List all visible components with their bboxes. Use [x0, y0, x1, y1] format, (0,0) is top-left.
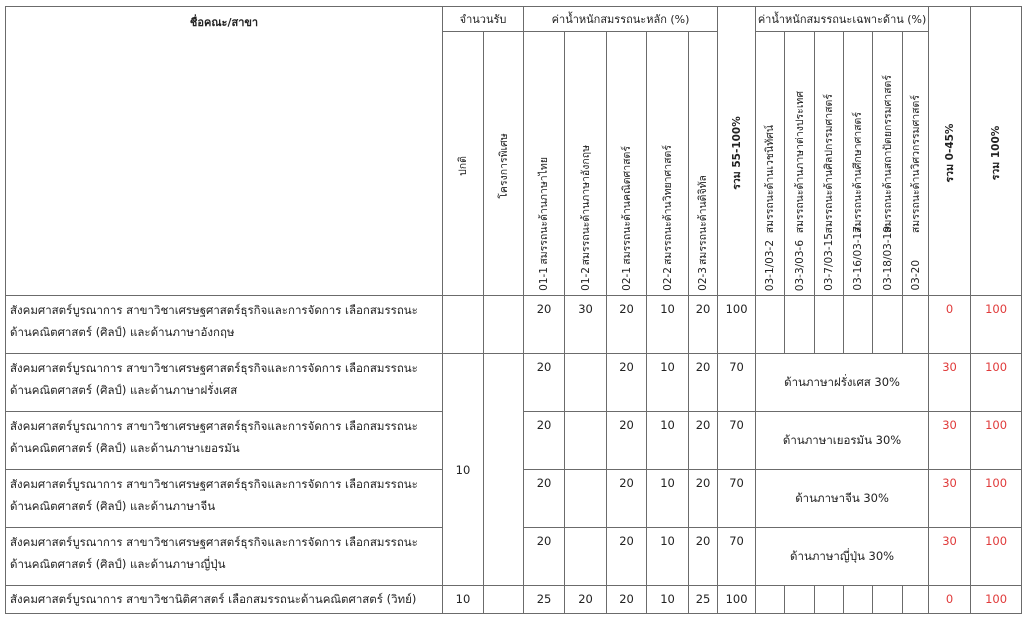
- core-science-cell: 10: [647, 528, 689, 586]
- specific-cell: [785, 296, 815, 354]
- core-math-cell: 20: [607, 354, 647, 412]
- table-row: [6, 296, 1022, 354]
- specific-col-engineering: สมรรถนะด้านวิศวกรรมศาสตร์ 03-20: [903, 32, 929, 296]
- core-thai-cell: 25: [524, 586, 565, 614]
- quota-regular-cell: 10: [443, 586, 484, 614]
- core-col-english: สมรรถนะด้านภาษาอังกฤษ 01-2: [565, 32, 607, 296]
- specific-cell: [815, 296, 844, 354]
- specific-col-fine-arts: สมรรถนะด้านศิลปกรรมศาสตร์ 03-7/03-15: [815, 32, 844, 296]
- core-science-cell: 10: [647, 586, 689, 614]
- quota-special-cell: [484, 296, 524, 354]
- specific-col-architecture: สมรรถนะด้านสถาปัตยกรรมศาสตร์ 03-18/03-19: [873, 32, 903, 296]
- core-science-cell: 10: [647, 470, 689, 528]
- specific-cell: [756, 296, 785, 354]
- core-math-cell: 20: [607, 586, 647, 614]
- competency-weight-table: [5, 6, 1022, 614]
- core-digital-cell: 20: [689, 354, 718, 412]
- specific-total-cell: 30: [929, 412, 971, 470]
- core-english-cell: 20: [565, 586, 607, 614]
- specific-cell: [873, 586, 903, 614]
- specific-cell: [844, 586, 873, 614]
- core-total-cell: 100: [718, 586, 756, 614]
- program-name: สังคมศาสตร์บูรณาการ สาขาวิชาเศรษฐศาสตร์ธุรกิจและการจัดการ เลือกสมรรถนะด้านคณิตศาสตร์ (ศิลป์) และด้านภาษาเยอรมัน: [6, 412, 443, 470]
- core-science-cell: 10: [647, 354, 689, 412]
- quota-regular-merged-cell: 10: [443, 354, 484, 586]
- core-weight-header: ค่าน้ำหนักสมรรถนะหลัก (%): [524, 7, 718, 32]
- program-name: สังคมศาสตร์บูรณาการ สาขาวิชาเศรษฐศาสตร์ธุรกิจและการจัดการ เลือกสมรรถนะด้านคณิตศาสตร์ (ศิลป์) และด้านภาษาจีน: [6, 470, 443, 528]
- core-thai-cell: 20: [524, 412, 565, 470]
- grand-total-cell: 100: [971, 412, 1022, 470]
- program-name: สังคมศาสตร์บูรณาการ สาขาวิชาเศรษฐศาสตร์ธุรกิจและการจัดการ เลือกสมรรถนะด้านคณิตศาสตร์ (ศิลป์) และด้านภาษาอังกฤษ: [6, 296, 443, 354]
- specific-col-foreign-language: สมรรถนะด้านภาษาต่างประเทศ 03-3/03-6: [785, 32, 815, 296]
- grand-total-cell: 100: [971, 296, 1022, 354]
- specific-merged-cell: ด้านภาษาจีน 30%: [756, 470, 929, 528]
- faculty-header: ชื่อคณะ/สาขา: [6, 7, 443, 296]
- table-row: [6, 586, 1022, 614]
- core-thai-cell: 20: [524, 354, 565, 412]
- core-total-cell: 70: [718, 354, 756, 412]
- core-digital-cell: 20: [689, 296, 718, 354]
- quota-special-merged-cell: [484, 354, 524, 586]
- core-science-cell: 10: [647, 296, 689, 354]
- core-col-science: สมรรถนะด้านวิทยาศาสตร์ 02-2: [647, 32, 689, 296]
- core-digital-cell: 20: [689, 412, 718, 470]
- specific-cell: [903, 586, 929, 614]
- program-name: สังคมศาสตร์บูรณาการ สาขาวิชาเศรษฐศาสตร์ธุรกิจและการจัดการ เลือกสมรรถนะด้านคณิตศาสตร์ (ศิลป์) และด้านภาษาญี่ปุ่น: [6, 528, 443, 586]
- specific-cell: [844, 296, 873, 354]
- quota-regular-header: ปกติ: [443, 32, 484, 296]
- core-english-cell: [565, 470, 607, 528]
- core-english-cell: [565, 354, 607, 412]
- core-thai-cell: 20: [524, 470, 565, 528]
- specific-cell: [815, 586, 844, 614]
- core-math-cell: 20: [607, 470, 647, 528]
- specific-weight-header: ค่าน้ำหนักสมรรถนะเฉพาะด้าน (%): [756, 7, 929, 32]
- core-thai-cell: 20: [524, 296, 565, 354]
- core-col-thai: สมรรถนะด้านภาษาไทย 01-1: [524, 32, 565, 296]
- specific-merged-cell: ด้านภาษาญี่ปุ่น 30%: [756, 528, 929, 586]
- specific-total-cell: 30: [929, 470, 971, 528]
- core-col-digital: สมรรถนะด้านดิจิทัล 02-3: [689, 32, 718, 296]
- grand-total-cell: 100: [971, 528, 1022, 586]
- specific-cell: [873, 296, 903, 354]
- specific-total-cell: 0: [929, 586, 971, 614]
- grand-total-cell: 100: [971, 354, 1022, 412]
- specific-total-cell: 0: [929, 296, 971, 354]
- specific-cell: [756, 586, 785, 614]
- quota-special-cell: [484, 586, 524, 614]
- quota-header: จำนวนรับ: [443, 7, 524, 32]
- core-english-cell: 30: [565, 296, 607, 354]
- core-digital-cell: 20: [689, 528, 718, 586]
- core-total-cell: 70: [718, 470, 756, 528]
- core-english-cell: [565, 412, 607, 470]
- specific-col-medical: สมรรถนะด้านเวชนิทัศน์ 03-1/03-2: [756, 32, 785, 296]
- core-math-cell: 20: [607, 296, 647, 354]
- specific-merged-cell: ด้านภาษาฝรั่งเศส 30%: [756, 354, 929, 412]
- specific-total-header: รวม 0-45%: [929, 7, 971, 296]
- specific-cell: [785, 586, 815, 614]
- quota-regular-cell: [443, 296, 484, 354]
- core-digital-cell: 20: [689, 470, 718, 528]
- grand-total-header: รวม 100%: [971, 7, 1022, 296]
- core-english-cell: [565, 528, 607, 586]
- specific-merged-cell: ด้านภาษาเยอรมัน 30%: [756, 412, 929, 470]
- grand-total-cell: 100: [971, 586, 1022, 614]
- specific-total-cell: 30: [929, 528, 971, 586]
- specific-cell: [903, 296, 929, 354]
- core-total-header: รวม 55-100%: [718, 7, 756, 296]
- core-total-cell: 70: [718, 528, 756, 586]
- program-name: สังคมศาสตร์บูรณาการ สาขาวิชานิติศาสตร์ เลือกสมรรถนะด้านคณิตศาสตร์ (วิทย์): [6, 586, 443, 614]
- specific-total-cell: 30: [929, 354, 971, 412]
- core-math-cell: 20: [607, 528, 647, 586]
- specific-col-education: สมรรถนะด้านศึกษาศาสตร์ 03-16/03-17: [844, 32, 873, 296]
- core-science-cell: 10: [647, 412, 689, 470]
- core-math-cell: 20: [607, 412, 647, 470]
- grand-total-cell: 100: [971, 470, 1022, 528]
- program-name: สังคมศาสตร์บูรณาการ สาขาวิชาเศรษฐศาสตร์ธุรกิจและการจัดการ เลือกสมรรถนะด้านคณิตศาสตร์ (ศิลป์) และด้านภาษาฝรั่งเศส: [6, 354, 443, 412]
- quota-special-header: โครงการพิเศษ: [484, 32, 524, 296]
- core-col-math: สมรรถนะด้านคณิตศาสตร์ 02-1: [607, 32, 647, 296]
- core-total-cell: 70: [718, 412, 756, 470]
- table-row: [6, 354, 1022, 412]
- core-thai-cell: 20: [524, 528, 565, 586]
- core-total-cell: 100: [718, 296, 756, 354]
- core-digital-cell: 25: [689, 586, 718, 614]
